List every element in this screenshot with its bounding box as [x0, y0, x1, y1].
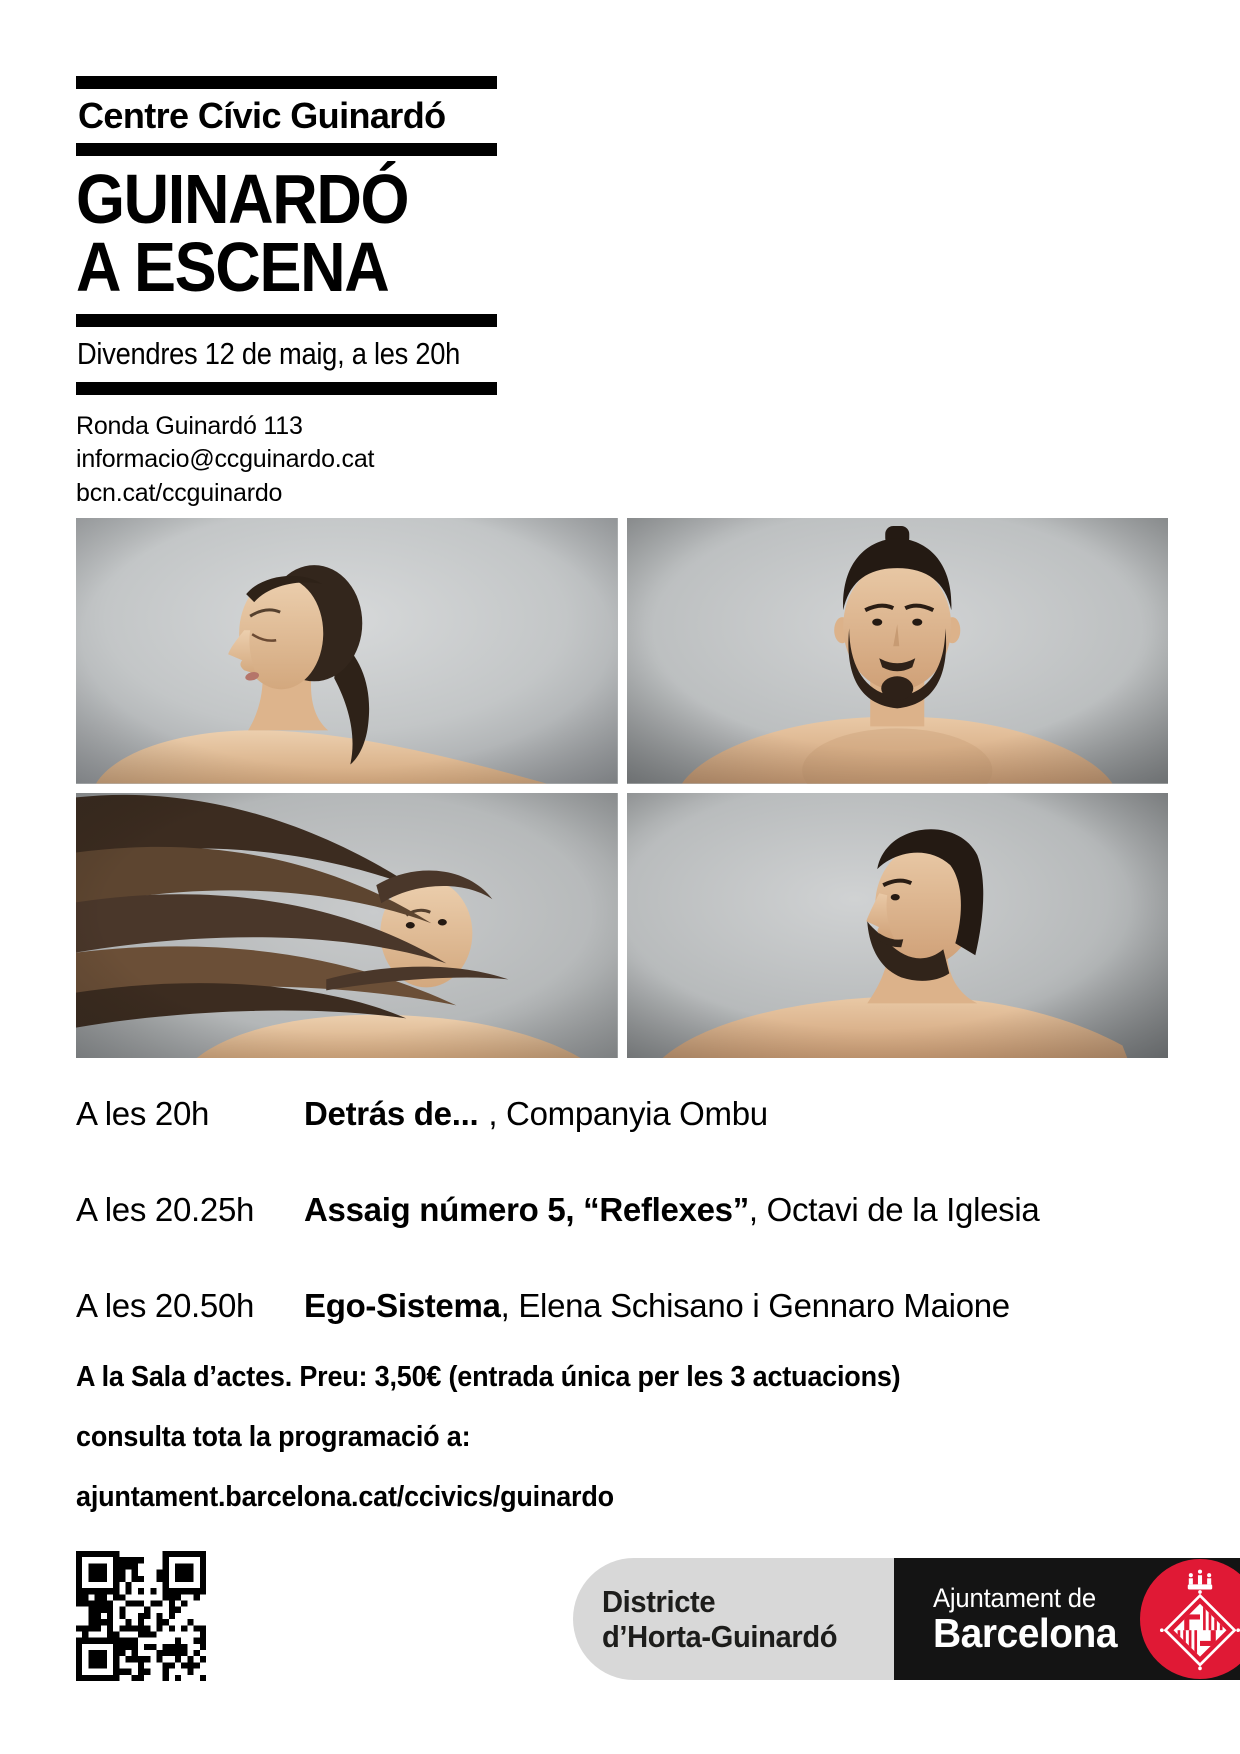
- photo-man-profile: [627, 793, 1169, 1059]
- qr-code: [76, 1551, 206, 1681]
- program-title: Assaig número 5, “Reflexes”: [304, 1191, 749, 1228]
- venue-price: A la Sala d’actes. Preu: 3,50€ (entrada única per les 3 actuacions): [76, 1361, 901, 1393]
- event-title-line1: GUINARDÓ: [76, 160, 409, 238]
- photo-woman-hair-flying: [76, 793, 618, 1059]
- program-time: A les 20.50h: [76, 1287, 255, 1324]
- divider-bar-2: [76, 143, 497, 156]
- program-title: Detrás de...: [304, 1095, 479, 1132]
- program-title: Ego-Sistema: [304, 1287, 501, 1324]
- program-url: ajuntament.barcelona.cat/ccivics/guinardo: [76, 1481, 614, 1513]
- program-row: [76, 1094, 1186, 1134]
- program-row: [76, 1190, 1186, 1230]
- address: Ronda Guinardó 113: [76, 411, 303, 440]
- website: bcn.cat/ccguinardo: [76, 478, 283, 507]
- divider-bar-top: [76, 76, 497, 89]
- consulta-line: consulta tota la programació a:: [76, 1421, 471, 1453]
- photo-grid: [76, 518, 1168, 1058]
- event-title-line2: A ESCENA: [76, 227, 389, 306]
- program-time: A les 20h: [76, 1095, 210, 1132]
- photo-man-front: [627, 518, 1169, 784]
- info-block: [76, 1360, 963, 1540]
- coat-of-arms-icon: [1148, 1563, 1240, 1675]
- barcelona-badge: [573, 1558, 1240, 1680]
- divider-bar-4: [76, 382, 497, 395]
- program-company: , Elena Schisano i Gennaro Maione: [500, 1287, 1010, 1324]
- program-company: , Octavi de la Iglesia: [748, 1191, 1040, 1228]
- program-company: , Companyia Ombu: [488, 1095, 768, 1132]
- program-list: [76, 1094, 1186, 1382]
- photo-woman-profile: [76, 518, 618, 784]
- qr-code-icon: [76, 1551, 206, 1681]
- divider-bar-3: [76, 314, 497, 327]
- program-row: [76, 1286, 1186, 1326]
- program-time: A les 20.25h: [76, 1191, 255, 1228]
- ajuntament-label: Ajuntament de Barcelona: [933, 1582, 1118, 1657]
- district-pill: [573, 1558, 894, 1680]
- contact-block: [76, 410, 497, 511]
- email: informacio@ccguinardo.cat: [76, 445, 375, 474]
- masthead: [76, 76, 497, 510]
- center-name: Centre Cívic Guinardó: [78, 95, 446, 136]
- barcelona-coat-of-arms: [1140, 1559, 1240, 1679]
- district-label: Districte d’Horta-Guinardó: [602, 1583, 838, 1654]
- event-date: Divendres 12 de maig, a les 20h: [77, 335, 461, 371]
- event-title: [76, 160, 455, 306]
